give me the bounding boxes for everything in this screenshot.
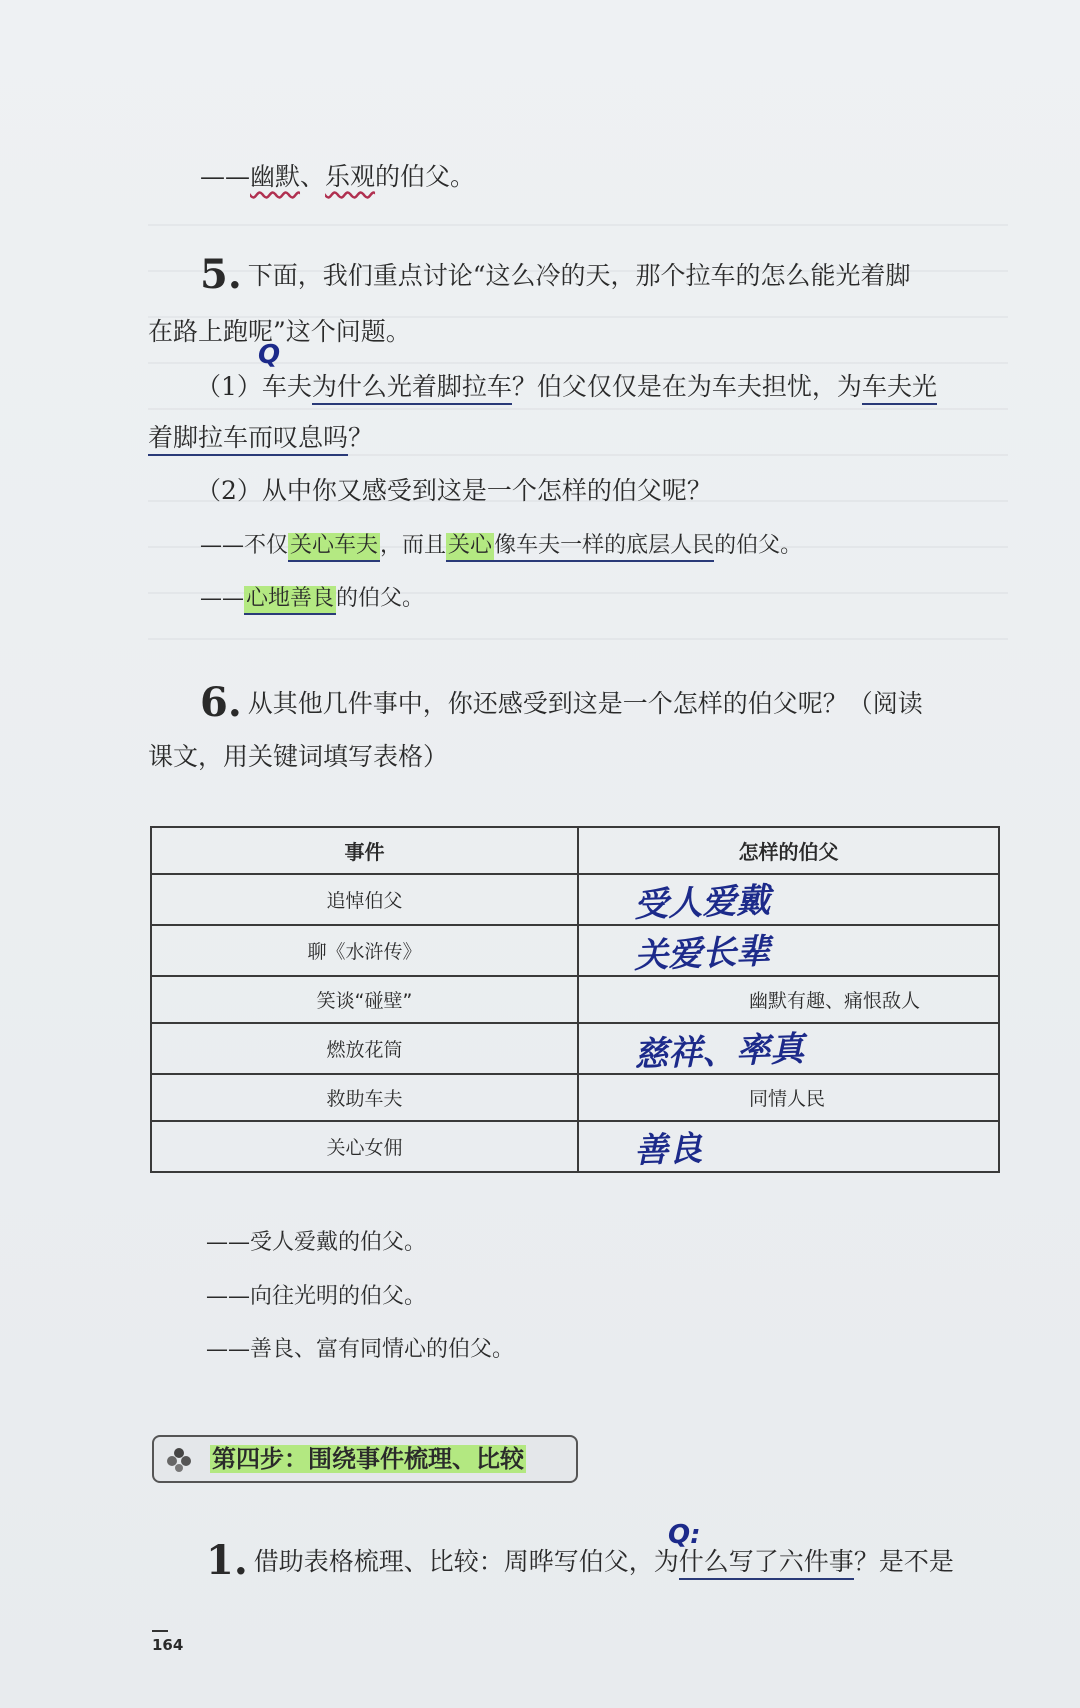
table-row <box>151 1074 999 1121</box>
separator: 、 <box>300 162 326 191</box>
question-number: 1. <box>206 1537 248 1584</box>
step4-title-text: 第四步：围绕事件梳理、比较 <box>212 1445 524 1473</box>
event-cell: 聊《水浒传》 <box>151 925 578 976</box>
ans1-suffix: 的伯父。 <box>714 533 803 558</box>
table-header-row <box>151 827 999 874</box>
q1-text-d: ？是不是 <box>853 1547 954 1576</box>
summary-line-3: ——善良、富有同情心的伯父。 <box>206 1337 515 1362</box>
value-cell: 同情人民 <box>578 1074 999 1121</box>
sub1-underlined-c: 着脚拉车而叹息吗 <box>148 423 348 456</box>
q1-text-b: 为 <box>653 1547 679 1576</box>
event-cell: 关心女佣 <box>151 1121 578 1172</box>
q1-line <box>206 1537 954 1584</box>
sub1-underlined-b: 车夫光 <box>862 372 937 405</box>
summary-line-2: ——向往光明的伯父。 <box>206 1284 427 1309</box>
table-row <box>151 1121 999 1172</box>
bleed-through-texture <box>148 180 1008 640</box>
handwritten-answer: 关爱长辈 <box>633 931 771 977</box>
q6-line1 <box>200 679 923 726</box>
ans1-prefix: ——不仅 <box>200 533 289 558</box>
step4-heading-box <box>152 1435 578 1483</box>
trait-suffix: 的伯父。 <box>375 162 476 191</box>
sub1-underlined-a: 为什么光着脚拉车 <box>312 372 512 405</box>
q6-line2: 课文，用关键词填写表格） <box>148 742 449 771</box>
q5-sub1-line2 <box>148 421 373 455</box>
ans1-mid: ，而且 <box>380 533 447 558</box>
q5-text-line1: 下面，我们重点讨论“这么冷的天，那个拉车的怎么能光着脚 <box>247 261 911 290</box>
events-table <box>150 826 1000 1173</box>
table-row <box>151 925 999 976</box>
table-row <box>151 976 999 1023</box>
clover-icon <box>166 1447 192 1473</box>
page-number: 164 <box>152 1636 184 1654</box>
sub1-middle: ？伯父仅仅是在为车夫担忧，为 <box>511 372 862 401</box>
sub1-prefix: （1）车夫 <box>196 372 312 401</box>
handwritten-answer: 受人爱戴 <box>633 880 771 926</box>
q5-sub2: （2）从中你又感受到这是一个怎样的伯父呢？ <box>196 476 712 505</box>
dash: —— <box>200 162 250 191</box>
table-row <box>151 874 999 925</box>
ans2-highlight: 心地善良 <box>244 586 336 615</box>
ans1-highlight-a: 关心车夫 <box>288 533 380 562</box>
value-cell <box>578 874 999 925</box>
ans2-prefix: —— <box>200 586 244 611</box>
ans2-suffix: 的伯父。 <box>336 586 425 611</box>
handwritten-answer: 善良 <box>633 1128 703 1172</box>
event-cell: 燃放花筒 <box>151 1023 578 1074</box>
question-number: 5. <box>200 251 242 298</box>
q1-text-a: 借助表格梳理、比较：周晔写伯父， <box>253 1547 654 1576</box>
table-row <box>151 1023 999 1074</box>
handwritten-q-mark-2: Q: <box>668 1520 701 1550</box>
question-number: 6. <box>200 679 242 726</box>
trait-optimism: 乐观 <box>325 162 376 191</box>
header-event: 事件 <box>151 827 578 874</box>
handwritten-q-mark: Q <box>258 340 281 370</box>
section5-tail-line <box>200 160 475 194</box>
value-cell <box>578 1121 999 1172</box>
header-uncle: 怎样的伯父 <box>578 827 999 874</box>
ans1-underlined: 像车夫一样的底层人民 <box>494 533 714 562</box>
value-cell <box>578 1023 999 1074</box>
q6-text-line1: 从其他几件事中，你还感受到这是一个怎样的伯父呢？（阅读 <box>247 689 923 718</box>
event-cell: 救助车夫 <box>151 1074 578 1121</box>
q5-text-line2: 在路上跑呢”这个问题。 <box>148 317 411 346</box>
ans1-highlight-b: 关心 <box>446 533 494 562</box>
handwritten-answer: 慈祥、率真 <box>633 1029 805 1075</box>
q5-answer1 <box>200 529 802 563</box>
q5-line1 <box>200 251 911 298</box>
sub1-question-mark: ？ <box>348 423 374 452</box>
q5-answer2 <box>200 582 424 616</box>
q5-sub1-line1 <box>196 370 937 404</box>
event-cell: 笑谈“碰壁” <box>151 976 578 1023</box>
summary-line-1: ——受人爱戴的伯父。 <box>206 1230 427 1255</box>
event-cell: 追悼伯父 <box>151 874 578 925</box>
step4-title <box>210 1437 526 1481</box>
trait-humor: 幽默 <box>250 162 301 191</box>
value-cell: 幽默有趣、痛恨敌人 <box>578 976 999 1023</box>
q1-underlined: 什么写了六件事 <box>679 1547 854 1580</box>
value-cell <box>578 925 999 976</box>
